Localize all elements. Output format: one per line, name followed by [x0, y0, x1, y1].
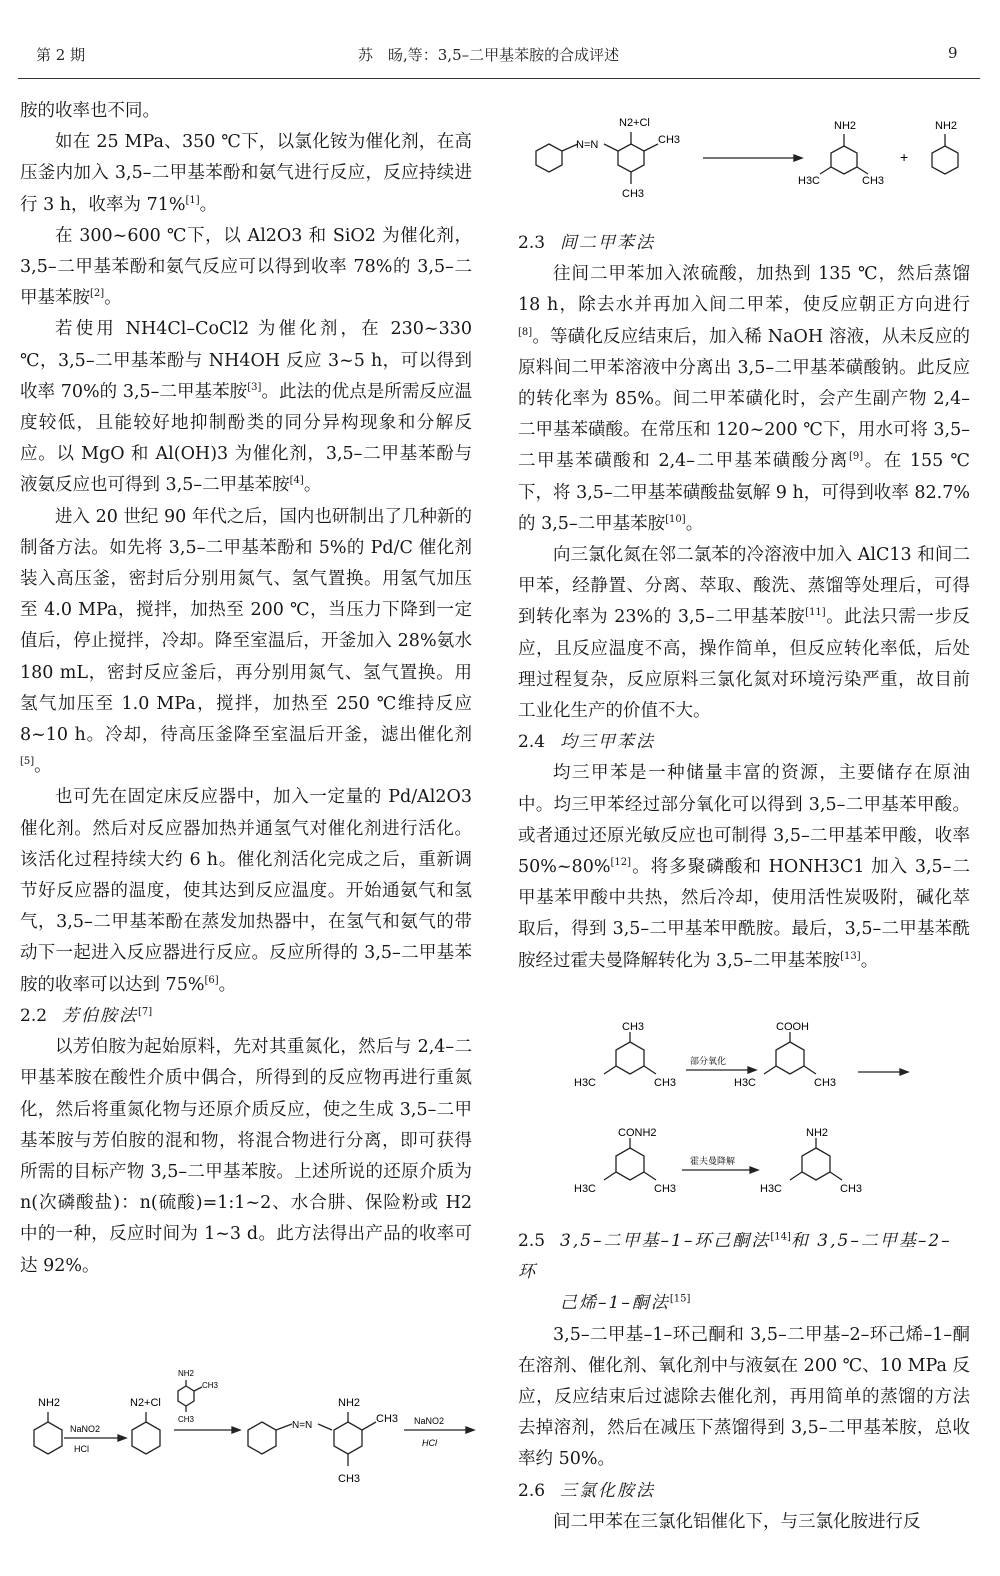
arrow-head — [748, 1067, 756, 1073]
benzene-ring — [334, 1422, 362, 1454]
citation: [8] — [518, 326, 533, 338]
benzene-ring — [776, 1042, 804, 1074]
paragraph-trichloroamine: 间二甲苯在三氯化铝催化下，与三氯化胺进行反 — [553, 1511, 921, 1532]
plus-sign: + — [900, 149, 909, 165]
citation: [14] — [770, 1231, 791, 1243]
azo-label: N=N — [576, 139, 599, 151]
reaction-scheme-top-svg — [518, 96, 978, 224]
section-number: 2.5 — [518, 1231, 546, 1251]
section-title: 芳伯胺法 — [62, 1005, 138, 1026]
paragraph-aromatic-amine: 以芳伯胺为起始原料，先对其重氮化，然后与 2,4–二甲基苯胺在酸性介质中偶合，所得到的反应物再进行重氮化，然后将重氮化物与还原介质反应，使之生成 3,5–二甲基苯胺与芳伯胺的混和物，将混合物进行分离，即可获得所需的目标产物 3,5–二甲基苯胺。上述所说的还原介质为 n(次磷酸盐)：n(硫酸)=1:1~2、水合肼、保险粉或 H2 中的一种，反应时间为 1~3 d。此方法得出产品的收率可达 92%。 — [20, 1037, 472, 1276]
paragraph-text: 往间二甲苯加入浓硫酸，加热到 135 ℃，然后蒸馏 18 h，除去水并再加入间二甲苯，使反应朝正方向进行 — [518, 264, 970, 316]
azo-label: N=N — [292, 1420, 313, 1431]
paragraph-text: 进入 20 世纪 90 年代之后，国内也研制出了几种新的制备方法。如先将 3,5–二甲基苯酚和 5%的 Pd/C 催化剂装入高压釜，密封后分别用氮气、氢气置换。用氢气加压至 4.0 MPa，搅拌，加热至 200 ℃，当压力下降到一定值后，停止搅拌，冷却。降至室温后，开釜加入 28%氨水 180 mL，密封反应釜后，再分别用氮气、氢气置换。用氢气加压至 1.0 MPa，搅拌，加热至 250 ℃维持反应 8~10 h。冷却，待高压釜降至室温后开釜，滤出催化剂 — [20, 506, 472, 746]
bond — [790, 1172, 802, 1180]
bond — [830, 1172, 842, 1180]
paragraph-ncl3 — [518, 540, 970, 727]
methyl-label: H3C — [574, 1077, 597, 1089]
citation: [2] — [90, 288, 105, 300]
methyl-label: CH3 — [840, 1183, 863, 1195]
paragraph-text: 在 300~600 ℃下，以 Al2O3 和 SiO2 为催化剂，3,5–二甲基苯酚和氨气反应可以得到收率 78%的 3,5–二甲基苯胺 — [20, 225, 472, 309]
section-heading-2-2 — [20, 1001, 472, 1032]
bond — [362, 1422, 376, 1430]
citation: [4] — [289, 475, 304, 487]
left-column — [20, 96, 472, 1282]
header-issue: 第 2 期 — [36, 46, 86, 64]
paragraph-text: 。等磺化反应结束后，加入稀 NaOH 溶液，从未反应的原料间二甲苯溶液中分离出 3,5–二甲基苯磺酸钠。此反应的转化率为 85%。间二甲苯磺化时，会产生副产物 2,4–二甲基苯磺酸。在常压和 120~200 ℃下，用水可将 3,5–二甲基苯磺酸和 2,4–二甲基苯磺酸分离 — [518, 326, 970, 472]
paragraph-mesitylene: 均三甲苯是一种储量丰富的资源，主要储存在原油中。均三甲苯经过部分氧化可以得到 3,5–二甲基苯甲酸。或者通过还原光敏反应也可制得 3,5–二甲基苯甲酸，收率 50%~80%[12]。将多聚磷酸和 HONH3C1 加入 3,5–二甲基苯甲酸中共热，然后冷却，使用活性炭吸附，碱化萃取后，得到 3,5–二甲基苯甲酰胺。最后，3,5–二甲基苯酰胺经过霍夫曼降解转化为 3,5–二甲基苯胺[13]。 — [518, 763, 970, 971]
arrow-head — [466, 1427, 474, 1433]
amine-label: NH2 — [38, 1397, 61, 1409]
arrow-head — [118, 1435, 126, 1441]
reaction-scheme-top — [518, 96, 978, 228]
section-heading-2-5-cont — [518, 1288, 970, 1319]
arrow-head — [232, 1427, 240, 1433]
paragraph-1990s: 进入 20 世纪 90 年代之后，国内也研制出了几种新的制备方法。如先将 3,5–二甲基苯酚和 5%的 Pd/C 催化剂装入高压釜，密封后分别用氮气、氢气置换。用氢气加压至 4.0 MPa，搅拌，加热至 200 ℃，当压力下降到一定值后，停止搅拌，冷却。降至室温后，开釜加入 28%氨水 180 mL，密封反应釜后，再分别用氮气、氢气置换。用氢气加压至 1.0 MPa，搅拌，加热至 250 ℃维持反应 8~10 h。冷却，待高压釜降至室温后开釜，滤出催化剂[5]。 — [20, 506, 472, 777]
benzene-ring — [618, 144, 644, 172]
citation: [6] — [204, 974, 219, 986]
methyl-label: H3C — [574, 1183, 597, 1195]
section-number: 2.4 — [518, 732, 546, 753]
paragraph-fixed-bed: 也可先在固定床反应器中，加入一定量的 Pd/Al2O3 催化剂。然后对反应器加热并通氢气对催化剂进行活化。该活化过程持续大约 6 h。催化剂活化完成之后，重新调节好反应器的温度，使其达到反应温度。开始通氨气和氢气，3,5–二甲基苯酚在蒸发加热器中，在氢气和氨气的带动下一起进入反应器进行反应。反应所得的 3,5–二甲基苯胺的收率可以达到 75%[6]。 — [20, 787, 472, 995]
paragraph-text: 。此法只需一步反应，且反应温度不高，操作简单，但反应转化率低，后处理过程复杂，反应原料三氯化氮对环境污染严重，故目前工业化生产的价值不大。 — [518, 607, 971, 722]
paragraph-text: 如在 25 MPa、350 ℃下，以氯化铵为催化剂，在高压釜内加入 3,5–二甲基苯酚和氨气进行反应，反应持续进行 3 h，收率为 71% — [20, 132, 472, 215]
citation: [5] — [20, 756, 35, 768]
citation: [12] — [610, 857, 631, 869]
methyl-label: H3C — [798, 175, 821, 187]
benzene-ring — [802, 1148, 830, 1180]
methyl-label: CH3 — [376, 1413, 399, 1425]
section-number: 2.2 — [20, 1005, 48, 1026]
reaction-scheme-aromatic-amine-svg — [18, 1366, 478, 1496]
benzene-ring — [536, 144, 562, 172]
section-title: 间二甲苯法 — [560, 233, 655, 253]
arrow-label: 霍夫曼降解 — [690, 1156, 736, 1166]
section-title: 己烯–1–酮法 — [560, 1293, 670, 1314]
paragraph-25mpa: 如在 25 MPa、350 ℃下，以氯化铵为催化剂，在高压釜内加入 3,5–二甲基苯酚和氨气进行反应，反应持续进行 3 h，收率为 71%[1]。 — [20, 132, 472, 215]
bond — [604, 1172, 616, 1180]
benzene-ring — [248, 1422, 276, 1454]
benzene-ring — [178, 1386, 194, 1406]
diazonium-label: N2+Cl — [619, 117, 650, 129]
methyl-label: H3C — [734, 1077, 757, 1089]
benzene-ring — [132, 1422, 160, 1454]
bond — [194, 1387, 202, 1391]
section-title: 三氯化胺法 — [560, 1480, 655, 1501]
section-heading-2-5 — [518, 1226, 970, 1288]
methyl-label: CH3 — [178, 1415, 195, 1424]
right-column-lower — [518, 1226, 970, 1538]
methyl-label: CH3 — [658, 134, 681, 146]
carboxyl-label: COOH — [776, 1021, 809, 1033]
citation: [9] — [848, 451, 864, 463]
methyl-label: CH3 — [622, 1021, 645, 1033]
paragraph-continuation: 胺的收率也不同。 — [20, 101, 160, 121]
methyl-label: CH3 — [654, 1077, 677, 1089]
arrow-head — [750, 1167, 758, 1173]
citation: [13] — [840, 950, 861, 962]
section-heading-2-3 — [518, 228, 970, 259]
citation: [1] — [185, 194, 200, 206]
reaction-scheme-mesitylene-svg — [560, 1020, 920, 1212]
section-number: 2.6 — [518, 1480, 546, 1501]
paragraph-text: 若使用 NH4Cl–CoCl2 为催化剂，在 230~330 ℃，3,5–二甲基苯酚与 NH4OH 反应 3~5 h，可以得到收率 70%的 3,5–二甲基苯胺 — [20, 319, 472, 402]
header-running-title: 苏 旸,等：3,5–二甲基苯胺的合成评述 — [358, 46, 620, 64]
citation: [7] — [138, 1006, 153, 1018]
amine-label: NH2 — [806, 1127, 829, 1139]
methyl-label: H3C — [760, 1183, 783, 1195]
methyl-label: CH3 — [814, 1077, 837, 1089]
citation: [3] — [247, 382, 262, 393]
paragraph-300c: 在 300~600 ℃下，以 Al2O3 和 SiO2 为催化剂，3,5–二甲基苯酚和氨气反应可以得到收率 78%的 3,5–二甲基苯胺[2]。 — [20, 225, 472, 309]
methyl-label: CH3 — [862, 175, 885, 187]
bond — [804, 1066, 816, 1074]
amine-label: NH2 — [834, 120, 857, 132]
methyl-label: CH3 — [338, 1473, 361, 1485]
paragraph-cyclohexanone: 3,5–二甲基–1–环己酮和 3,5–二甲基–2–环己烯–1–酮在溶剂、催化剂、氧化剂中与液氨在 200 ℃、10 MPa 反应，反应结束后过滤除去催化剂，再用简单的蒸馏的方法去掉溶剂，然后在减压下蒸馏得到 3,5–二甲基苯胺，总收率约 50%。 — [518, 1324, 970, 1470]
amine-label: NH2 — [338, 1397, 361, 1409]
reaction-scheme-aromatic-amine — [18, 1366, 478, 1500]
section-heading-2-6 — [518, 1476, 970, 1507]
bond — [318, 1424, 332, 1430]
paragraph-m-xylene: 往间二甲苯加入浓硫酸，加热到 135 ℃，然后蒸馏 18 h，除去水并再加入间二甲苯，使反应朝正方向进行[8]。等磺化反应结束后，加入稀 NaOH 溶液，从未反应的原料间二甲苯溶液中分离出 3,5–二甲基苯磺酸钠。此反应的转化率为 85%。间二甲苯磺化时，会产生副产物 2,4–二甲基苯磺酸。在常压和 120~200 ℃下，用水可将 3,5–二甲基苯磺酸和 2,4–二甲基苯磺酸分离[9]。在 155 ℃下，将 3,5–二甲基苯磺酸盐氨解 9 h，可得到收率 82.7%的 3,5–二甲基苯胺[10]。 — [518, 264, 970, 534]
bond — [764, 1066, 776, 1074]
diazonium-label: N2+Cl — [130, 1397, 161, 1409]
amide-label: CONH2 — [618, 1127, 657, 1139]
benzene-ring — [932, 146, 958, 174]
methyl-label: CH3 — [622, 188, 645, 200]
bond — [820, 167, 831, 174]
paragraph-text: 也可先在固定床反应器中，加入一定量的 Pd/Al2O3 催化剂。然后对反应器加热并通氢气对催化剂进行活化。该活化过程持续大约 6 h。催化剂活化完成之后，重新调节好反应器的温度，使其达到反应温度。开始通氨气和氢气，3,5–二甲基苯酚在蒸发加热器中，在氢气和氨气的带动下一起进入反应器进行反应。反应所得的 3,5–二甲基苯胺的收率可以达到 75% — [20, 787, 472, 995]
bond — [604, 144, 618, 151]
citation: [15] — [669, 1293, 691, 1305]
benzene-ring — [616, 1148, 644, 1180]
reaction-scheme-mesitylene — [560, 1020, 920, 1216]
paragraph-text: 。将多聚磷酸和 HONH3C1 加入 3,5–二甲基苯甲酸中共热，然后冷却，使用活性炭吸附，碱化萃取后，得到 3,5–二甲基苯甲酰胺。最后，3,5–二甲基苯酰胺经过霍夫曼降解转化为 3,5–二甲基苯胺 — [518, 857, 970, 971]
amine-label: NH2 — [935, 120, 958, 132]
bond — [604, 1066, 616, 1074]
header-page-number: 9 — [948, 44, 958, 62]
arrow-head — [900, 1069, 908, 1075]
amine-label: NH2 — [178, 1369, 195, 1378]
right-column — [518, 228, 970, 977]
bond — [644, 1066, 656, 1074]
reagent-label: NaNO2 — [70, 1424, 101, 1434]
methyl-label: CH3 — [202, 1381, 219, 1390]
paragraph-text: 。在 155 ℃下，将 3,5–二甲基苯磺酸盐氨解 9 h，可得到收率 82.7%的 3,5–二甲基苯胺 — [518, 451, 970, 534]
section-title: 和 3,5–二甲基–2–环 — [518, 1231, 952, 1283]
methyl-label: CH3 — [654, 1183, 677, 1195]
section-heading-2-4 — [518, 727, 970, 758]
benzene-ring — [34, 1422, 62, 1454]
reagent-label: NaNO2 — [414, 1416, 445, 1426]
bond — [644, 1172, 656, 1180]
bond — [857, 167, 868, 174]
citation: [11] — [805, 607, 826, 619]
section-number: 2.3 — [518, 233, 546, 253]
bond — [644, 144, 658, 151]
paragraph-text: 。此法的优点是所需反应温度较低，且能较好地抑制酚类的同分异构现象和分解反应。以 MgO 和 Al(OH)3 为催化剂，3,5–二甲基苯酚与液氨反应也可得到 3,5–二甲基苯胺 — [20, 381, 472, 496]
benzene-ring — [831, 146, 857, 174]
paragraph-text: 向三氯化氮在邻二氯苯的冷溶液中加入 AlC13 和间二甲苯，经静置、分离、萃取、酸洗、蒸馏等处理后，可得到转化率为 23%的 3,5–二甲基苯胺 — [518, 545, 970, 628]
citation: [10] — [665, 514, 686, 525]
bond — [276, 1424, 292, 1430]
reagent-label: HCl — [422, 1438, 437, 1448]
section-title: 3,5–二甲基–1–环己酮法 — [560, 1231, 771, 1251]
paragraph-nh4cl: 若使用 NH4Cl–CoCl2 为催化剂，在 230~330 ℃，3,5–二甲基苯酚与 NH4OH 反应 3~5 h，可以得到收率 70%的 3,5–二甲基苯胺[3]。此法的优点是所需反应温度较低，且能较好地抑制酚类的同分异构现象和分解反应。以 MgO 和 Al(OH)3 为催化剂，3,5–二甲基苯酚与液氨反应也可得到 3,5–二甲基苯胺[4]。 — [20, 319, 472, 496]
reagent-label: HCl — [74, 1444, 89, 1454]
paragraph-text: 均三甲苯是一种储量丰富的资源，主要储存在原油中。均三甲苯经过部分氧化可以得到 3,5–二甲基苯甲酸。或者通过还原光敏反应也可制得 3,5–二甲基苯甲酸，收率 50%~80% — [518, 763, 970, 878]
header-rule — [18, 78, 980, 79]
arrow-head — [794, 155, 802, 161]
arrow-label: 部分氧化 — [690, 1056, 727, 1066]
section-title: 均三甲苯法 — [560, 732, 655, 753]
benzene-ring — [616, 1042, 644, 1074]
